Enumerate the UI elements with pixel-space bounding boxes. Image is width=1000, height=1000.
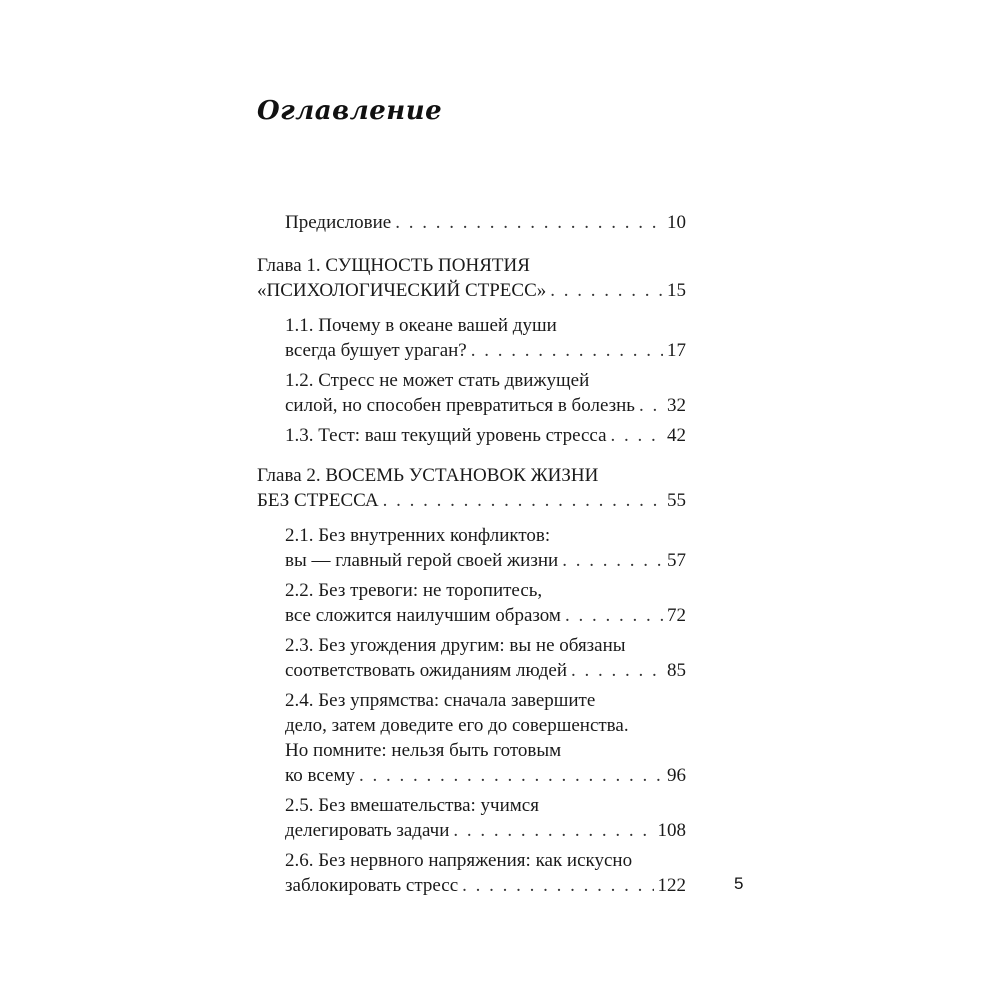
dot-leader xyxy=(359,763,663,789)
toc-entry-text: 1.2. Стресс не может стать движущей xyxy=(285,370,590,391)
toc-entry-text: 2.2. Без тревоги: не торопитесь, xyxy=(285,580,543,601)
toc-entry-text: Но помните: нельзя быть готовым xyxy=(285,740,562,761)
toc-entry-line-last xyxy=(285,210,686,236)
toc-entry-text: заблокировать стресс xyxy=(285,875,459,896)
toc-page-ref: 17 xyxy=(667,340,686,361)
toc-entry-text: всегда бушует ураган? xyxy=(285,340,467,361)
toc-entry-text: «ПСИХОЛОГИЧЕСКИЙ СТРЕСС» xyxy=(257,280,547,301)
toc-entry-line xyxy=(285,523,550,549)
toc-entry-line-last xyxy=(285,763,686,789)
toc-entry-text: 2.3. Без угождения другим: вы не обязаны xyxy=(285,635,626,656)
toc-page-ref: 122 xyxy=(657,875,686,896)
dot-leader xyxy=(471,338,663,364)
toc-page-ref: 42 xyxy=(667,425,686,446)
toc-entry-text: 1.1. Почему в океане вашей души xyxy=(285,315,557,336)
toc-page-ref: 32 xyxy=(667,395,686,416)
toc-title: Оглавление xyxy=(257,96,443,126)
dot-leader xyxy=(550,278,663,304)
toc-entry-text: ко всему xyxy=(285,765,355,786)
dot-leader xyxy=(565,603,663,629)
toc-entry-text: Глава 2. ВОСЕМЬ УСТАНОВОК ЖИЗНИ xyxy=(257,465,599,486)
toc-page-ref: 55 xyxy=(667,490,686,511)
toc-page-ref: 15 xyxy=(667,280,686,301)
toc-entry-line xyxy=(285,368,589,394)
toc-page-ref: 85 xyxy=(667,660,686,681)
dot-leader xyxy=(562,548,663,574)
toc-entry-line-last xyxy=(285,548,686,574)
toc-entry-text: силой, но способен превратиться в болезнь xyxy=(285,395,635,416)
toc-page-ref: 10 xyxy=(667,212,686,233)
toc-entry-line xyxy=(285,848,632,874)
dot-leader xyxy=(462,873,653,899)
toc-entry-line-last xyxy=(285,338,686,364)
toc-page-ref: 96 xyxy=(667,765,686,786)
dot-leader xyxy=(395,210,663,236)
toc-page-ref: 108 xyxy=(657,820,686,841)
toc-entry-text: 2.6. Без нервного напряжения: как искусно xyxy=(285,850,633,871)
toc-entry-text: 2.5. Без вмешательства: учимся xyxy=(285,795,539,816)
toc-entry-line-last xyxy=(285,393,686,419)
toc-entry-line xyxy=(285,793,539,819)
toc-entry-text: БЕЗ СТРЕССА xyxy=(257,490,379,511)
toc-entry-line xyxy=(285,713,629,739)
toc-page-ref: 57 xyxy=(667,550,686,571)
toc-entry-line-last xyxy=(285,423,686,449)
dot-leader xyxy=(571,658,663,684)
dot-leader xyxy=(639,393,663,419)
toc-entry-text: дело, затем доведите его до совершенства. xyxy=(285,715,629,736)
toc-entry-line xyxy=(285,688,595,714)
toc-entry-text: Глава 1. СУЩНОСТЬ ПОНЯТИЯ xyxy=(257,255,530,276)
toc-entry-line-last xyxy=(285,658,686,684)
toc-page-ref: 72 xyxy=(667,605,686,626)
toc-entry-line xyxy=(285,633,626,659)
toc-entry-text: вы — главный герой своей жизни xyxy=(285,550,559,571)
toc-entry-line-last xyxy=(257,278,686,304)
toc-entry-text: 2.1. Без внутренних конфликтов: xyxy=(285,525,551,546)
page-number: 5 xyxy=(734,874,744,893)
toc-entry-line-last xyxy=(285,603,686,629)
toc-entry-text: Предисловие xyxy=(285,212,392,233)
dot-leader xyxy=(383,488,663,514)
toc-entry-line-last xyxy=(285,873,686,899)
dot-leader xyxy=(611,423,663,449)
toc-entry-text: 1.3. Тест: ваш текущий уровень стресса xyxy=(285,425,607,446)
toc-entry-text: делегировать задачи xyxy=(285,820,450,841)
toc-entry-line-last xyxy=(285,818,686,844)
toc-entry-text: 2.4. Без упрямства: сначала завершите xyxy=(285,690,596,711)
toc-entry-line xyxy=(285,578,542,604)
toc-entry-text: все сложится наилучшим образом xyxy=(285,605,561,626)
dot-leader xyxy=(453,818,653,844)
toc-entry-line-last xyxy=(257,488,686,514)
toc-entry-line xyxy=(257,253,530,279)
toc-entry-line xyxy=(257,463,598,489)
toc-entry-text: соответствовать ожиданиям людей xyxy=(285,660,568,681)
toc-entry-line xyxy=(285,738,561,764)
toc-entry-line xyxy=(285,313,557,339)
